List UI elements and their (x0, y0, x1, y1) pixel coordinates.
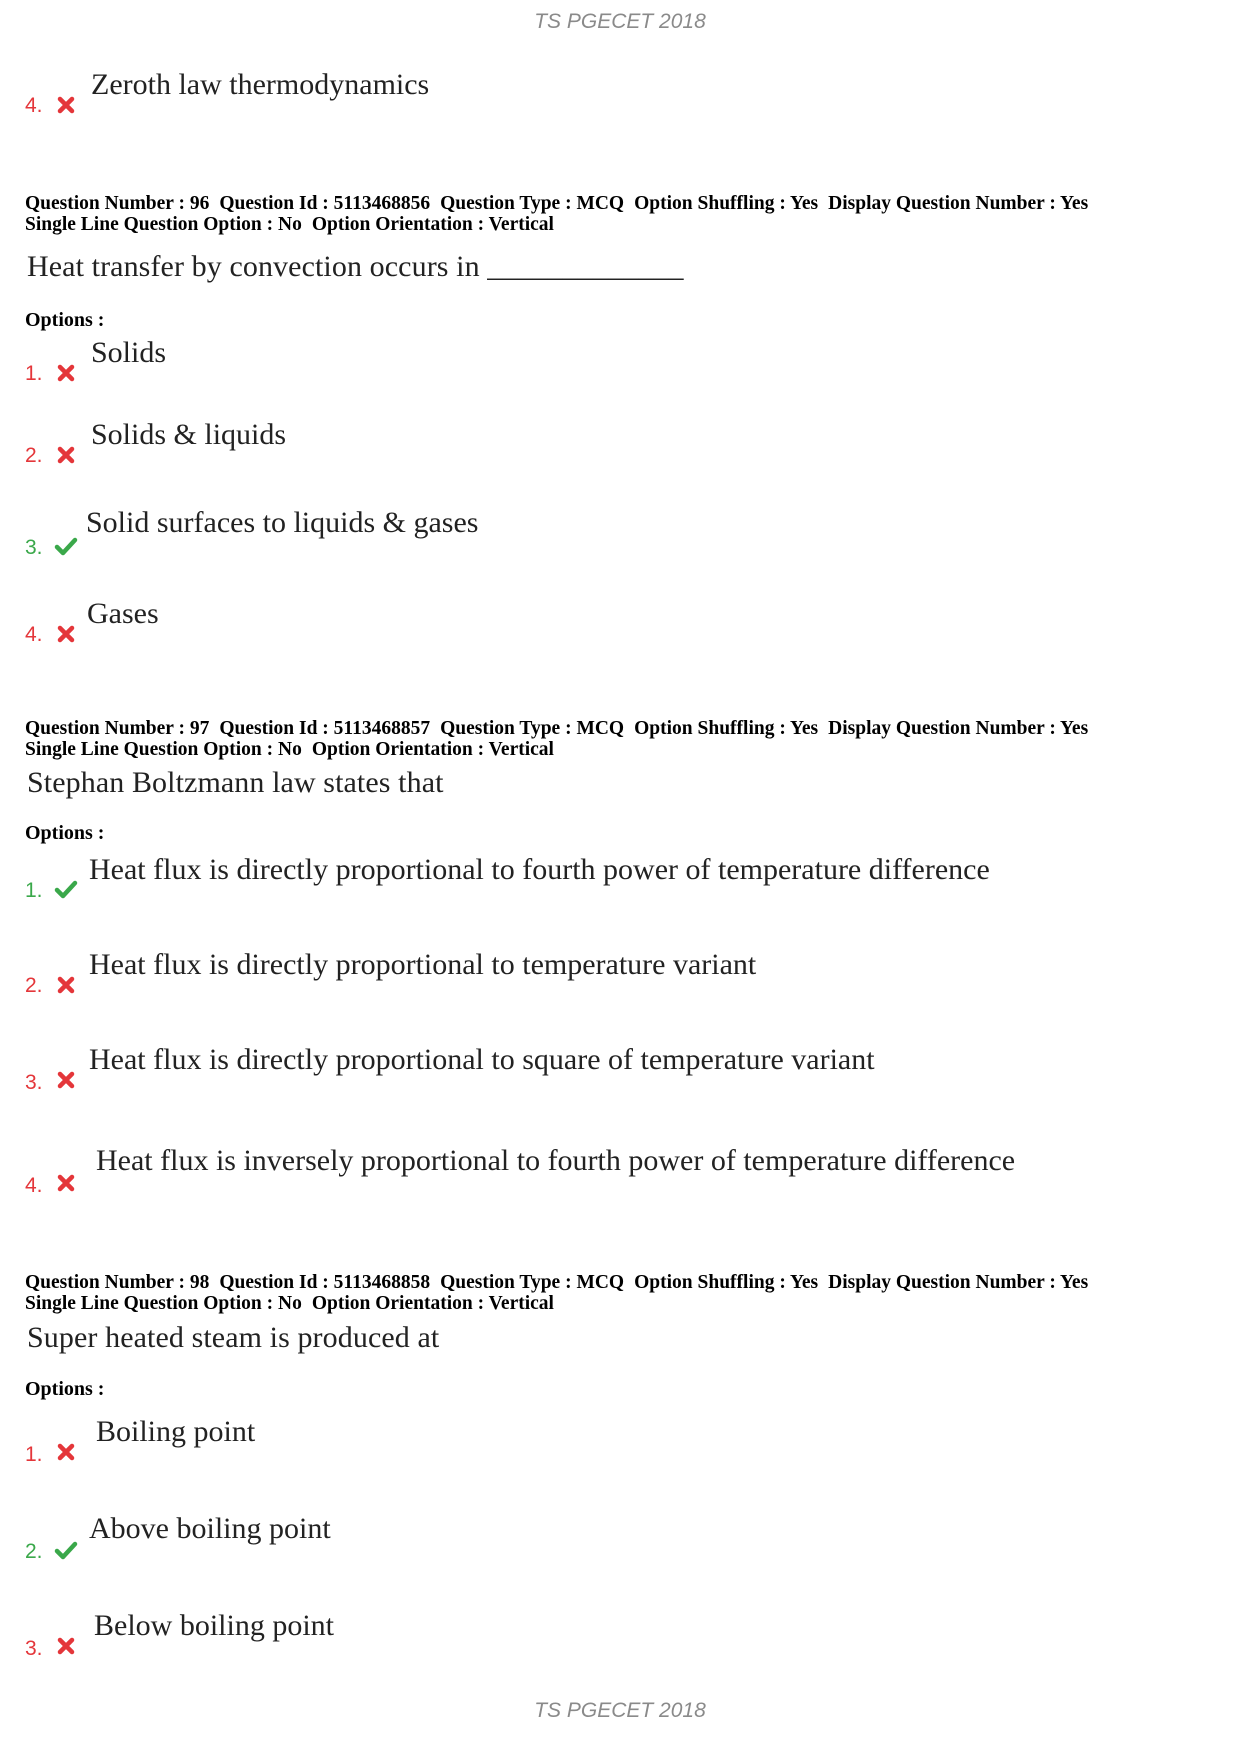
cross-icon (53, 360, 79, 386)
option-text: Boiling point (96, 1415, 256, 1448)
option-text: Heat flux is directly proportional to fourth power of temperature difference (89, 853, 990, 886)
option-number: 2. (25, 444, 43, 467)
question-meta (25, 718, 1225, 760)
option-item (0, 336, 1200, 386)
option-item (0, 948, 1200, 998)
option-text: Below boiling point (94, 1609, 334, 1642)
option-text: Heat flux is directly proportional to temperature variant (89, 948, 757, 981)
cross-icon (53, 1067, 79, 1093)
cross-icon (53, 972, 79, 998)
option-text: Solid surfaces to liquids & gases (86, 506, 479, 539)
options-label: Options : (25, 309, 105, 331)
cross-icon (53, 1633, 79, 1659)
page-footer: TS PGECET 2018 (534, 1699, 706, 1722)
meta-line-1: Question Number : 98 Question Id : 5113468858 Question Type : MCQ Option Shuffling : Yes Display Question Number : Yes (25, 1272, 1089, 1293)
option-text: Solids (91, 336, 167, 369)
cross-icon (53, 442, 79, 468)
question-meta (25, 193, 1225, 235)
meta-line-2: Single Line Question Option : No Option Orientation : Vertical (25, 739, 554, 760)
question-text: Super heated steam is produced at (27, 1321, 440, 1354)
option-item (0, 853, 1200, 903)
check-icon (53, 534, 79, 560)
prev-option (0, 68, 1200, 118)
option-number: 1. (25, 362, 43, 385)
option-number: 3. (25, 536, 43, 559)
option-text: Gases (87, 597, 159, 630)
options-label: Options : (25, 1378, 105, 1400)
option-number: 1. (25, 1443, 43, 1466)
option-item (0, 1144, 1200, 1197)
option-text: Solids & liquids (91, 418, 287, 451)
cross-icon (53, 621, 79, 647)
option-text: Zeroth law thermodynamics (91, 68, 430, 101)
meta-line-1: Question Number : 97 Question Id : 5113468857 Question Type : MCQ Option Shuffling : Yes Display Question Number : Yes (25, 718, 1089, 739)
question-meta (25, 1272, 1225, 1314)
option-number: 4. (25, 94, 43, 117)
option-item (0, 1043, 1200, 1093)
option-item (0, 1415, 1200, 1465)
option-item (0, 597, 1200, 647)
option-text: Heat flux is directly proportional to square of temperature variant (89, 1043, 875, 1076)
meta-line-2: Single Line Question Option : No Option Orientation : Vertical (25, 214, 554, 235)
option-item (0, 506, 1200, 559)
option-number: 4. (25, 623, 43, 646)
cross-icon (53, 92, 79, 118)
options-label: Options : (25, 822, 105, 844)
cross-icon (53, 1439, 79, 1465)
check-icon (53, 1538, 79, 1564)
meta-line-1: Question Number : 96 Question Id : 5113468856 Question Type : MCQ Option Shuffling : Yes Display Question Number : Yes (25, 193, 1089, 214)
option-item (0, 1512, 1200, 1562)
option-number: 2. (25, 974, 43, 997)
option-number: 2. (25, 1540, 43, 1563)
page-header: TS PGECET 2018 (534, 10, 706, 33)
question-text: Stephan Boltzmann law states that (27, 766, 444, 799)
meta-line-2: Single Line Question Option : No Option Orientation : Vertical (25, 1293, 554, 1314)
option-item (0, 418, 1200, 468)
option-text: Heat flux is inversely proportional to fourth power of temperature difference (96, 1144, 1016, 1177)
option-text: Above boiling point (89, 1512, 331, 1545)
option-number: 3. (25, 1637, 43, 1660)
question-text: Heat transfer by convection occurs in _____________ (27, 250, 684, 283)
option-item (0, 1609, 1200, 1659)
check-icon (53, 877, 79, 903)
option-number: 4. (25, 1174, 43, 1197)
option-number: 1. (25, 879, 43, 902)
cross-icon (53, 1170, 79, 1196)
option-number: 3. (25, 1071, 43, 1094)
